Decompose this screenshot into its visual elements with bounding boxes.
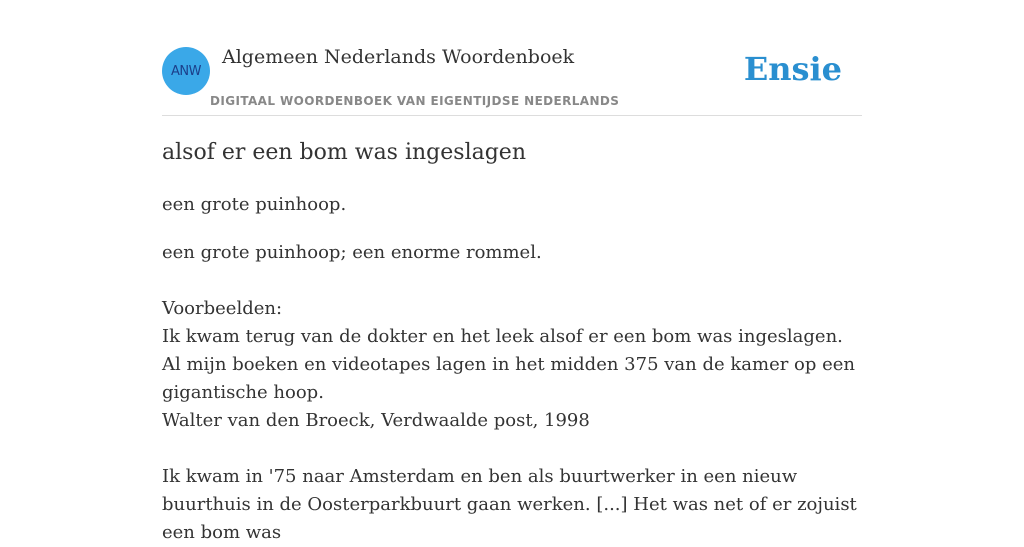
anw-logo[interactable]: [162, 47, 210, 95]
example-2-text: Ik kwam in '75 naar Amsterdam en ben als buurtwerker in een nieuw buurthuis in de Oosterparkbuurt gaan werken. [...] Het was net of er zojuist een bom was: [162, 466, 857, 543]
paragraph-spacer: [162, 267, 862, 295]
examples-label: Voorbeelden:: [162, 298, 283, 319]
anw-logo-text: ANW: [171, 63, 201, 79]
paragraph-spacer: [162, 435, 862, 463]
entry-definition: een grote puinhoop; een enorme rommel.: [162, 242, 542, 263]
source-subtitle: DIGITAAL WOORDENBOEK VAN EIGENTIJDSE NEDERLANDS: [210, 94, 620, 108]
example-1-source: Walter van den Broeck, Verdwaalde post, 1998: [162, 410, 590, 431]
ensie-logo-link[interactable]: Ensie: [743, 50, 842, 88]
entry-title: alsof er een bom was ingeslagen: [162, 140, 526, 165]
source-title[interactable]: Algemeen Nederlands Woordenboek: [222, 46, 575, 68]
entry-body: [162, 239, 862, 547]
example-1-text: Ik kwam terug van de dokter en het leek alsof er een bom was ingeslagen. Al mijn boeken en videotapes lagen in het midden 375 van de kamer op een gigantische hoop.: [162, 326, 856, 403]
entry-summary: een grote puinhoop.: [162, 194, 347, 215]
header-divider: [162, 115, 862, 116]
